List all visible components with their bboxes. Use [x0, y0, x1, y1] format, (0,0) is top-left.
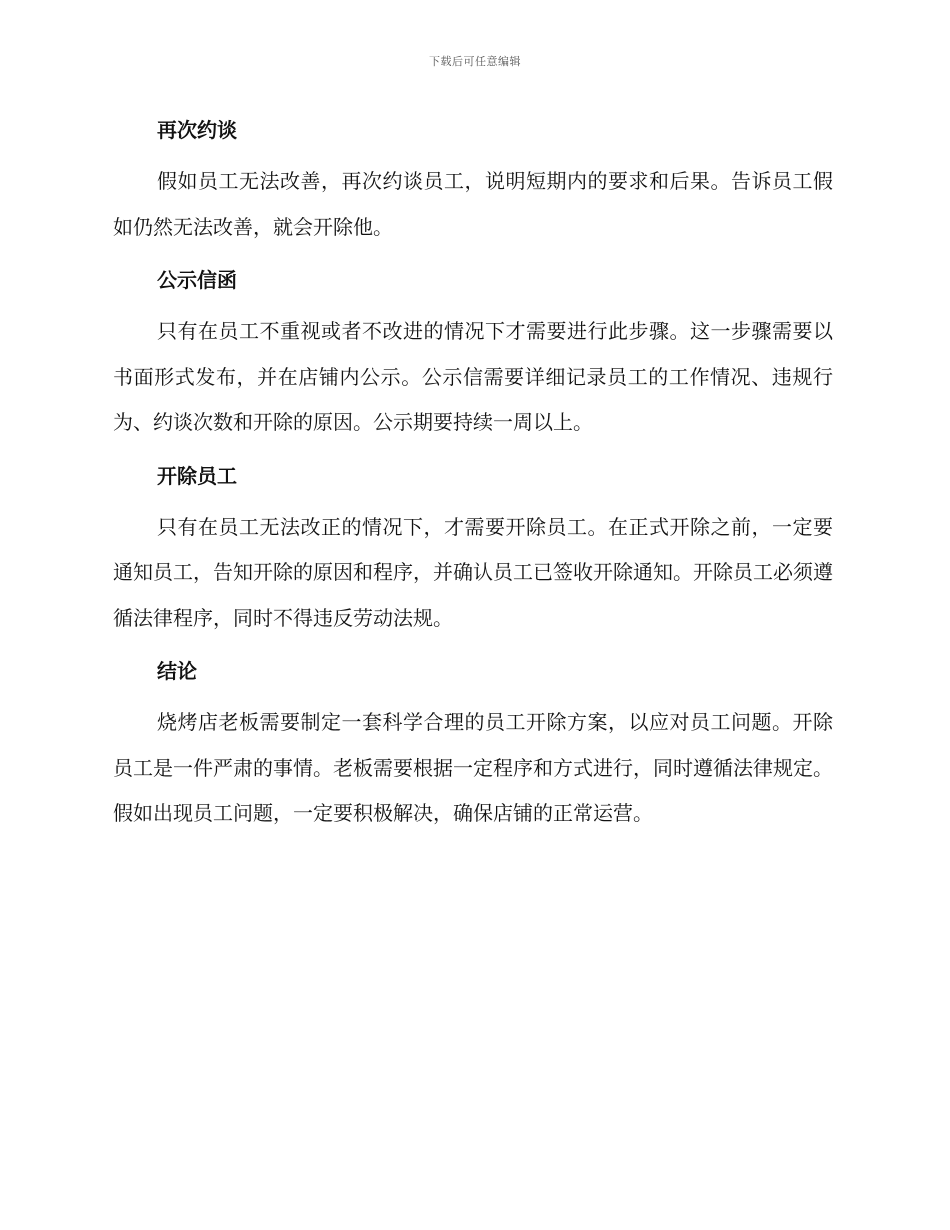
section-paragraph: 假如员工无法改善，再次约谈员工，说明短期内的要求和后果。告诉员工假如仍然无法改善，就会开除他。: [113, 169, 833, 239]
section-dismissal: [113, 458, 833, 642]
section-rediscussion: [113, 112, 833, 250]
document-body: [113, 112, 833, 849]
section-title: 再次约谈: [157, 118, 237, 142]
section-paragraph: 烧烤店老板需要制定一套科学合理的员工开除方案，以应对员工问题。开除员工是一件严肃的事情。老板需要根据一定程序和方式进行，同时遵循法律规定。假如出现员工问题，一定要积极解决，确保店铺的正常运营。: [113, 710, 833, 825]
page-header-note: 下载后可任意编辑: [429, 55, 521, 68]
section-title: 结论: [157, 659, 197, 683]
section-conclusion: [113, 653, 833, 837]
section-public-notice: [113, 262, 833, 446]
section-title: 公示信函: [157, 268, 237, 292]
section-paragraph: 只有在员工无法改正的情况下，才需要开除员工。在正式开除之前，一定要通知员工，告知开除的原因和程序，并确认员工已签收开除通知。开除员工必须遵循法律程序，同时不得违反劳动法规。: [113, 514, 833, 630]
section-title: 开除员工: [157, 463, 237, 488]
section-paragraph: 只有在员工不重视或者不改进的情况下才需要进行此步骤。这一步骤需要以书面形式发布，并在店铺内公示。公示信需要详细记录员工的工作情况、违规行为、约谈次数和开除的原因。公示期要持续一周以上。: [113, 319, 833, 434]
